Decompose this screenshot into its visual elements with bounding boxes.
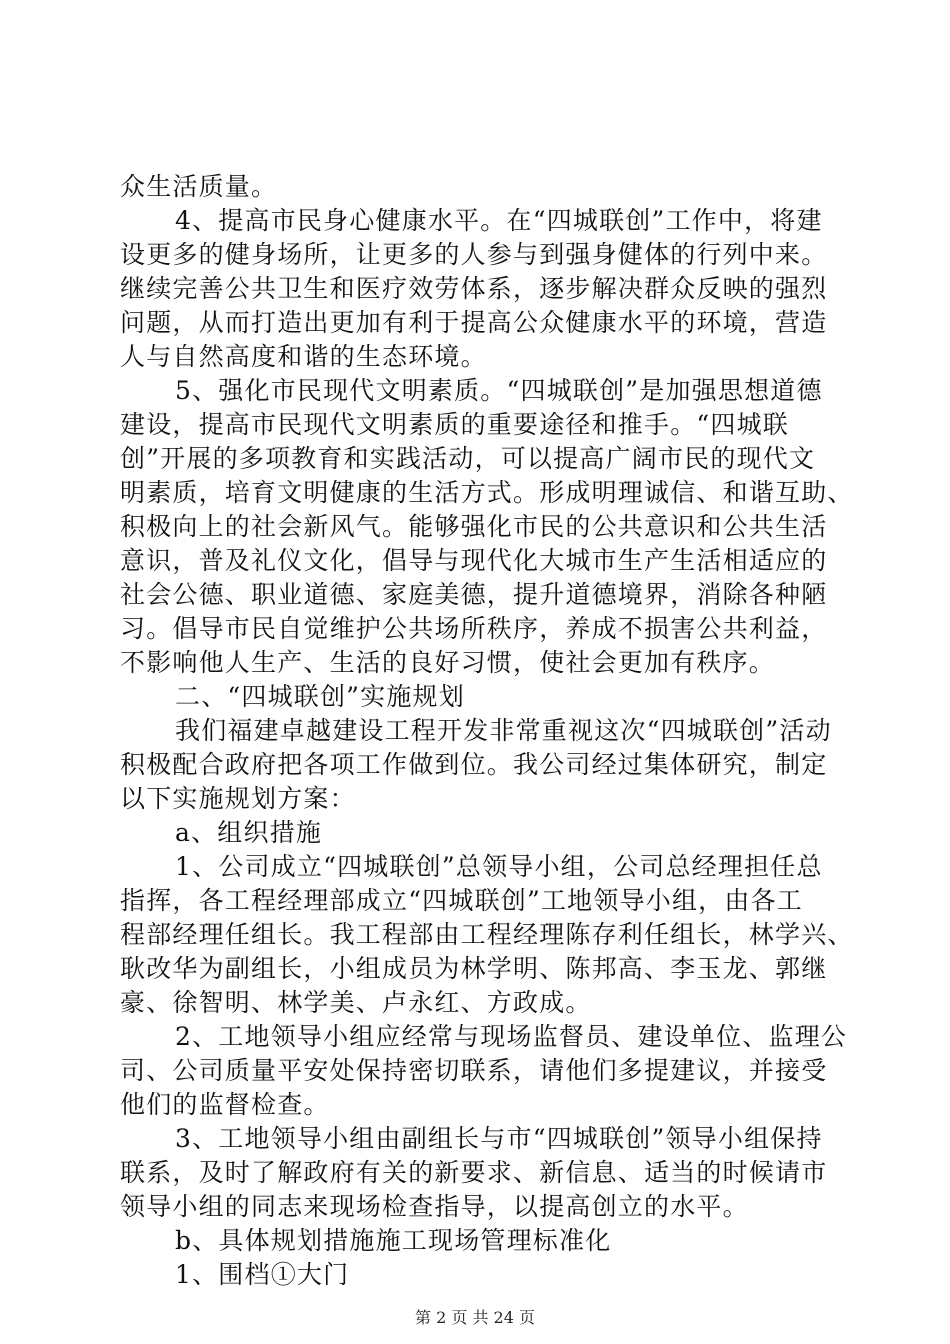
text-line: 积极配合政府把各项工作做到位。我公司经过集体研究，制定 bbox=[120, 750, 828, 779]
text-line: 4、提高市民身心健康水平。在“四城联创”工作中，将建 bbox=[175, 206, 823, 235]
subsection-heading: a、组织措施 bbox=[175, 818, 323, 847]
text-line: 社会公德、职业道德、家庭美德，提升道德境界，消除各种陋 bbox=[120, 580, 828, 609]
text-line: 以下实施规划方案： bbox=[120, 784, 356, 813]
text-line: 不影响他人生产、生活的良好习惯，使社会更加有秩序。 bbox=[120, 648, 776, 677]
text-line: 3、工地领导小组由副组长与市“四城联创”领导小组保持 bbox=[175, 1124, 823, 1153]
text-line: 领导小组的同志来现场检查指导，以提高创立的水平。 bbox=[120, 1192, 749, 1221]
text-line: 1、围档①大门 bbox=[175, 1260, 350, 1289]
text-line: 建设，提高市民现代文明素质的重要途径和推手。“四城联 bbox=[120, 410, 789, 439]
text-line: 我们福建卓越建设工程开发非常重视这次“四城联创”活动 bbox=[175, 716, 832, 745]
text-line: 2、工地领导小组应经常与现场监督员、建设单位、监理公 bbox=[175, 1022, 848, 1051]
section-heading: 二、“四城联创”实施规划 bbox=[175, 682, 465, 711]
page-footer: 第 2 页 共 24 页 bbox=[415, 1308, 535, 1327]
text-line: 程部经理任组长。我工程部由工程经理陈存利任组长，林学兴、 bbox=[120, 920, 854, 949]
text-line: 习。倡导市民自觉维护公共场所秩序，养成不损害公共利益， bbox=[120, 614, 828, 643]
text-line: 豪、徐智明、林学美、卢永红、方政成。 bbox=[120, 988, 592, 1017]
text-line: 问题，从而打造出更加有利于提高公众健康水平的环境，营造 bbox=[120, 308, 828, 337]
text-line: 众生活质量。 bbox=[120, 172, 278, 201]
text-line: 指挥，各工程经理部成立“四城联创”工地领导小组，由各工 bbox=[120, 886, 803, 915]
text-line: 积极向上的社会新风气。能够强化市民的公共意识和公共生活 bbox=[120, 512, 828, 541]
text-line: 联系，及时了解政府有关的新要求、新信息、适当的时候请市 bbox=[120, 1158, 828, 1187]
text-line: 设更多的健身场所，让更多的人参与到强身健体的行列中来。 bbox=[120, 240, 828, 269]
text-line: 司、公司质量平安处保持密切联系，请他们多提建议，并接受 bbox=[120, 1056, 828, 1085]
subsection-heading: b、具体规划措施施工现场管理标准化 bbox=[175, 1226, 612, 1255]
text-line: 1、公司成立“四城联创”总领导小组，公司总经理担任总 bbox=[175, 852, 823, 881]
text-line: 创”开展的多项教育和实践活动，可以提高广阔市民的现代文 bbox=[120, 444, 816, 473]
text-line: 继续完善公共卫生和医疗效劳体系，逐步解决群众反映的强烈 bbox=[120, 274, 828, 303]
text-line: 人与自然高度和谐的生态环境。 bbox=[120, 342, 487, 371]
text-line: 5、强化市民现代文明素质。“四城联创”是加强思想道德 bbox=[175, 376, 823, 405]
text-line: 明素质，培育文明健康的生活方式。形成明理诚信、和谐互助、 bbox=[120, 478, 854, 507]
text-line: 耿改华为副组长，小组成员为林学明、陈邦高、李玉龙、郭继 bbox=[120, 954, 828, 983]
text-line: 意识，普及礼仪文化，倡导与现代化大城市生产生活相适应的 bbox=[120, 546, 828, 575]
text-line: 他们的监督检查。 bbox=[120, 1090, 330, 1119]
